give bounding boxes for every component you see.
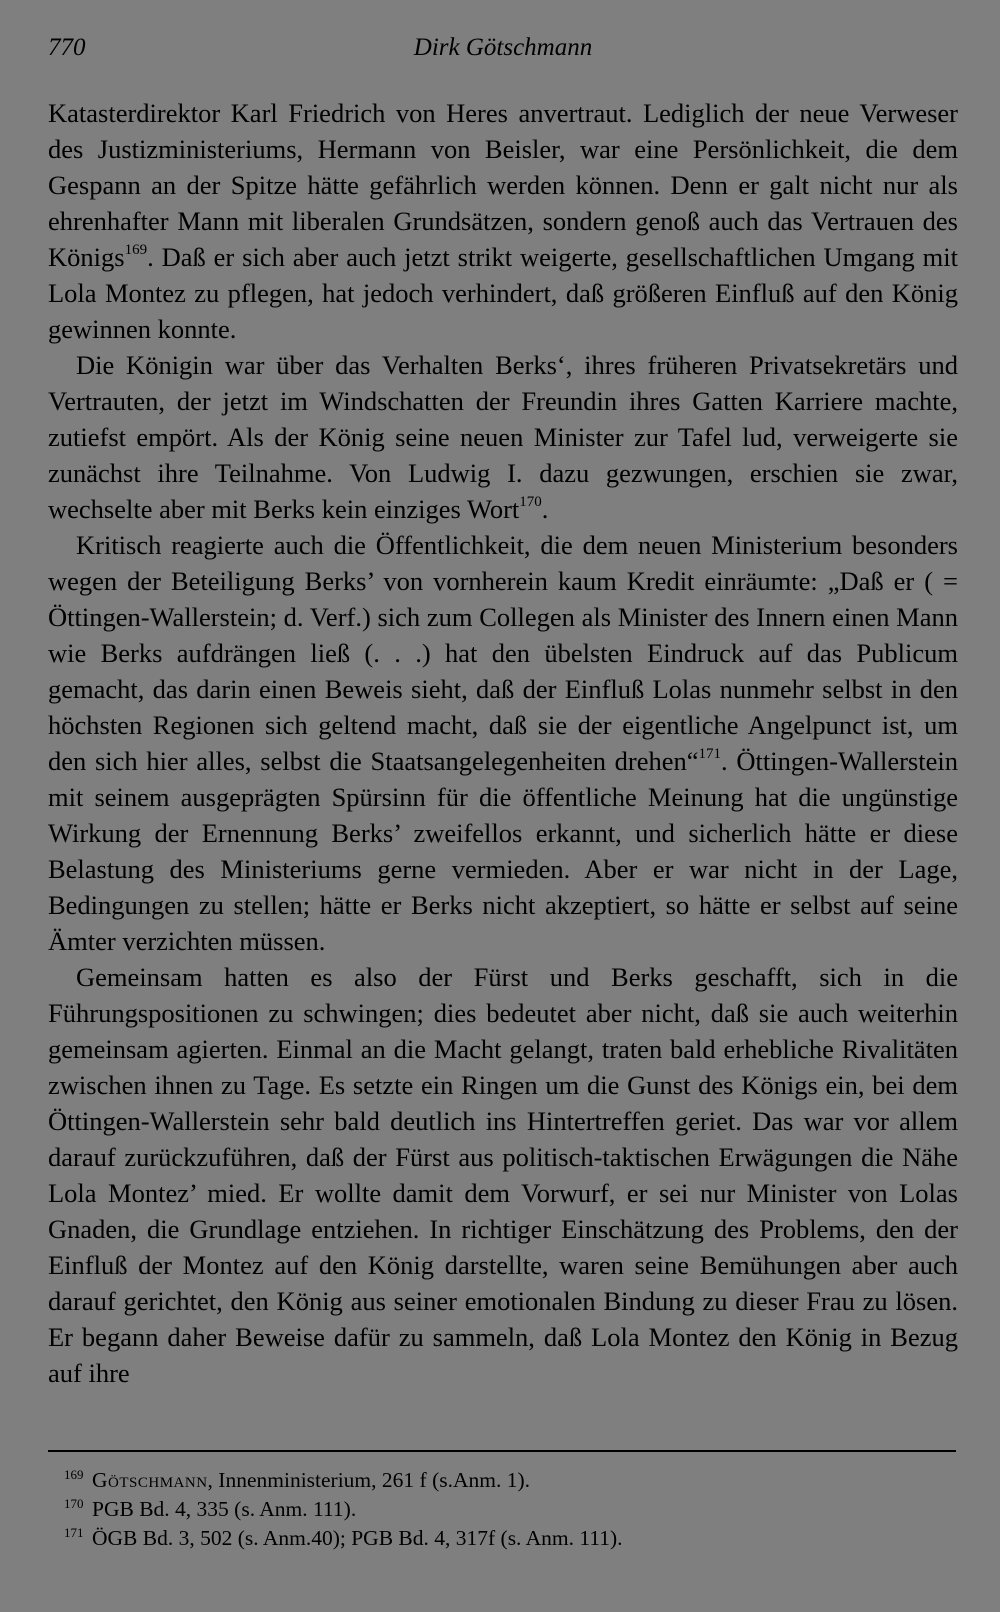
footnote-169: [48, 1466, 958, 1495]
page-number: 770: [48, 34, 86, 61]
footnotes: [48, 1466, 958, 1553]
paragraph: [48, 347, 958, 527]
footnote-number: 169: [64, 1467, 84, 1482]
footnote-author: Götschmann: [92, 1468, 208, 1492]
footnote-text: ÖGB Bd. 3, 502 (s. Anm.40); PGB Bd. 4, 317f (s. Anm. 111).: [92, 1526, 623, 1550]
footnote-number: 170: [64, 1496, 84, 1511]
footnote-ref-170: 170: [519, 494, 542, 510]
paragraph: [48, 959, 958, 1391]
text-run: . Öttingen-Wallerstein mit seinem ausgeprägten Spürsinn für die öffentliche Meinung hat die ungünstige Wirkung der Ernennung Berks’ zweifellos erkannt, und sicherlich hätte er diese Belastung des Ministeriums gerne vermieden. Aber er war nicht in der Lage, Bedingungen zu stellen; hätte er Berks nicht akzeptiert, so hätte er selbst auf seine Ämter verzichten müssen.: [48, 746, 958, 956]
text-run: Kritisch reagierte auch die Öffentlichkeit, die dem neuen Ministerium besonders wegen der Beteiligung Berks’ von vornherein kaum Kredit einräumte: „Daß er ( = Öttingen-Wallerstein; d. Verf.) sich zum Collegen als Minister des Innern einen Mann wie Berks aufdrängen ließ (. . .) hat den übelsten Eindruck auf das Publicum gemacht, das darin einen Beweis sieht, daß der Einfluß Lolas nunmehr selbst in den höchsten Regionen sich geltend macht, daß sie der eigentliche Angelpunct ist, um den sich hier alles, selbst die Staatsangelegenheiten drehen“: [48, 530, 958, 776]
body-text: [48, 95, 958, 1391]
text-run: Gemeinsam hatten es also der Fürst und Berks geschafft, sich in die Führungspositionen zu schwingen; dies bedeutet aber nicht, daß sie auch weiterhin gemeinsam agierten. Einmal an die Macht gelangt, traten bald erhebliche Rivalitäten zwischen ihnen zu Tage. Es setzte ein Ringen um die Gunst des Königs ein, bei dem Öttingen-Wallerstein sehr bald deutlich ins Hintertreffen geriet. Das war vor allem darauf zurückzuführen, daß der Fürst aus politisch-taktischen Erwägungen die Nähe Lola Montez’ mied. Er wollte damit dem Vorwurf, er sei nur Minister von Lolas Gnaden, die Grundlage entziehen. In richtiger Einschätzung des Problems, den der Einfluß der Montez auf den König darstellte, waren seine Bemühungen aber auch darauf gerichtet, den König aus seiner emotionalen Bindung zu dieser Frau zu lösen. Er begann daher Beweise dafür zu sammeln, daß Lola Montez den König in Bezug auf ihre: [48, 962, 958, 1388]
text-run: .: [541, 494, 549, 524]
footnote-ref-171: 171: [698, 746, 722, 762]
running-head: Dirk Götschmann: [413, 34, 593, 61]
footnote-divider: [48, 1450, 956, 1452]
footnote-number: 171: [64, 1525, 84, 1540]
text-run: Die Königin war über das Verhalten Berks‘, ihres früheren Privatsekretärs und Vertrauten, der jetzt im Windschatten der Freundin ihres Gatten Karriere machte, zutiefst empört. Als der König seine neuen Minister zur Tafel lud, verweigerte sie zunächst ihre Teilnahme. Von Ludwig I. dazu gezwungen, erschien sie zwar, wechselte aber mit Berks kein einziges Wort: [48, 350, 958, 524]
text-run: Katasterdirektor Karl Friedrich von Heres anvertraut. Lediglich der neue Verweser des Justizministeriums, Hermann von Beisler, war eine Persönlichkeit, die dem Gespann an der Spitze hätte gefährlich werden können. Denn er galt nicht nur als ehrenhafter Mann mit liberalen Grundsätzen, sondern genoß auch das Vertrauen des Königs: [48, 98, 958, 272]
paragraph: [48, 95, 958, 347]
text-run: . Daß er sich aber auch jetzt strikt weigerte, gesellschaftlichen Umgang mit Lola Montez zu pflegen, hat jedoch verhindert, daß größeren Einfluß auf den König gewinnen konnte.: [48, 242, 958, 344]
footnote-text: , Innenministerium, 261 f (s.Anm. 1).: [207, 1468, 531, 1492]
paragraph: [48, 527, 958, 959]
footnote-text: PGB Bd. 4, 335 (s. Anm. 111).: [92, 1497, 357, 1521]
page-header: [48, 30, 958, 70]
footnote-ref-169: 169: [124, 242, 148, 258]
footnote-171: [48, 1524, 958, 1553]
footnote-170: [48, 1495, 958, 1524]
